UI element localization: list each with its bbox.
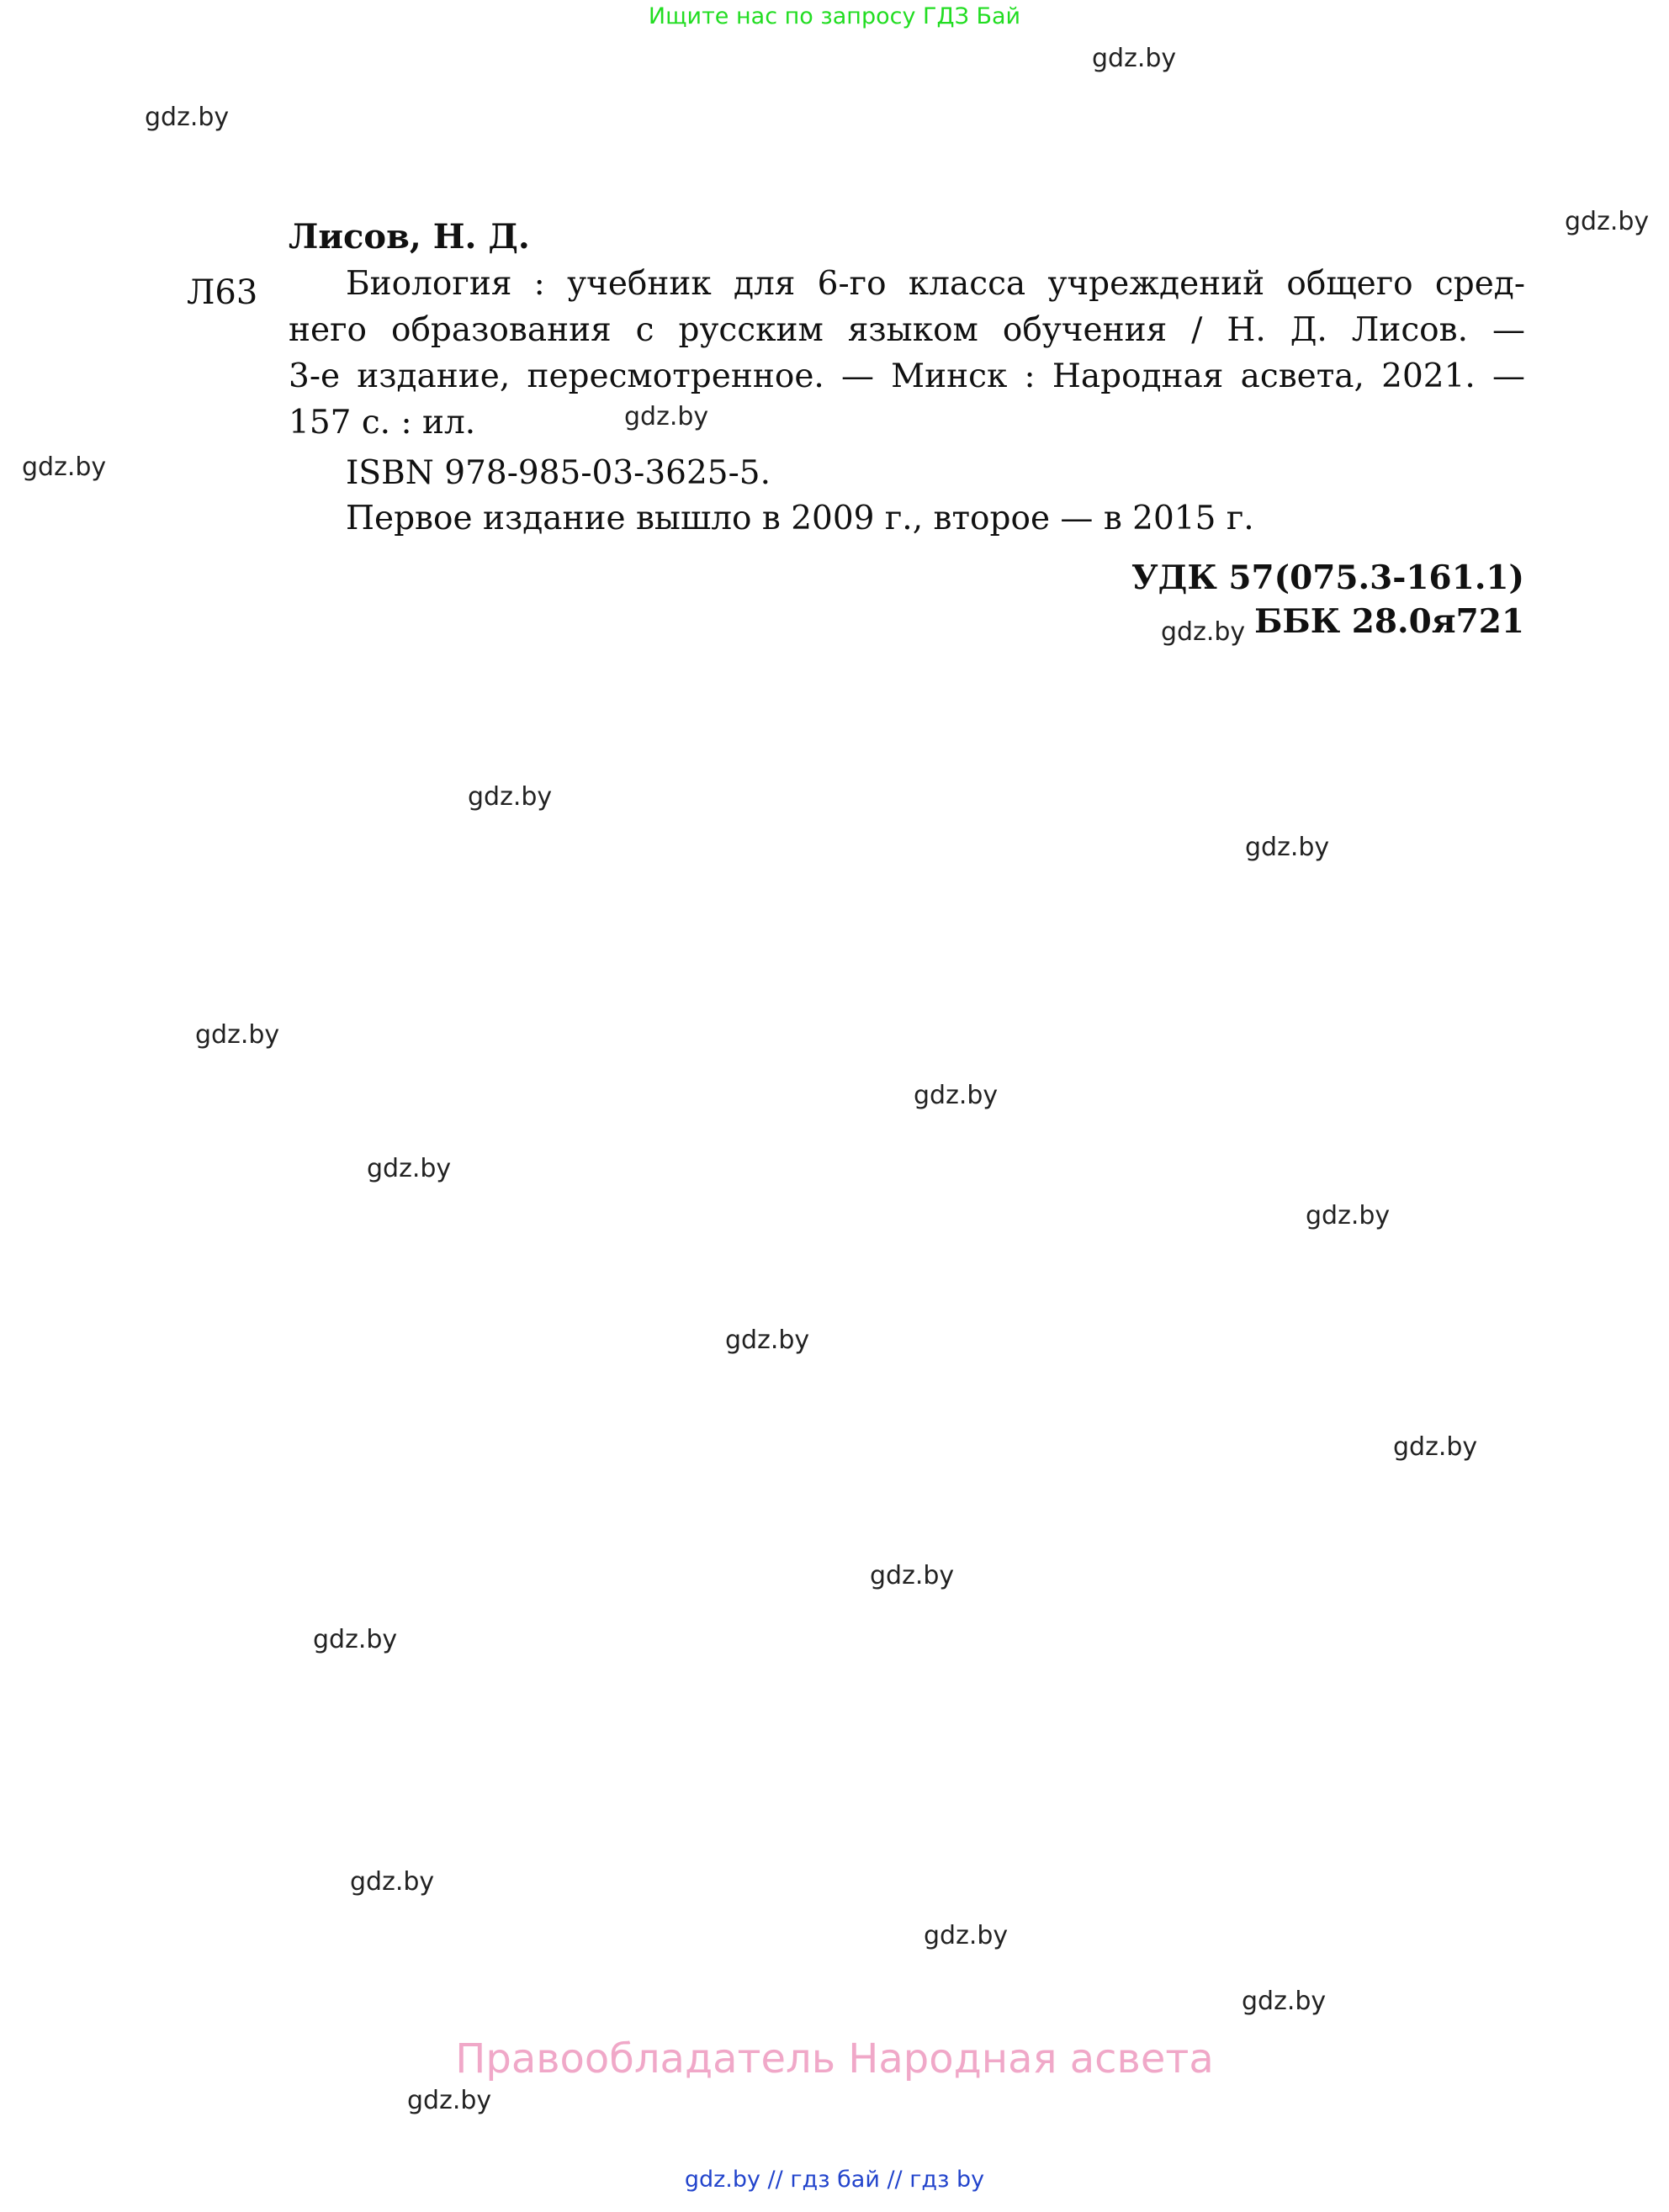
- watermark: gdz.by: [1242, 1987, 1327, 2016]
- watermark: gdz.by: [1393, 1432, 1478, 1462]
- watermark: gdz.by: [195, 1020, 280, 1050]
- watermark: gdz.by: [914, 1081, 999, 1110]
- description-line: 157 с. : ил.: [289, 404, 476, 442]
- watermark: gdz.by: [407, 2086, 492, 2115]
- rights-holder: Правообладатель Народная асвета: [455, 2035, 1214, 2082]
- watermark: gdz.by: [624, 402, 709, 431]
- watermark: gdz.by: [468, 782, 553, 812]
- watermark: gdz.by: [1565, 207, 1650, 236]
- watermark: gdz.by: [870, 1561, 955, 1590]
- footer-links: gdz.by // гдз бай // гдз by: [684, 2167, 985, 2193]
- watermark: gdz.by: [350, 1867, 435, 1897]
- watermark: gdz.by: [22, 452, 107, 482]
- description-line: него образования с русским языком обучения / Н. Д. Лисов. —: [289, 311, 1525, 349]
- watermark: gdz.by: [725, 1326, 810, 1355]
- description-line: 3-е издание, пересмотренное. — Минск : Народная асвета, 2021. —: [289, 357, 1525, 395]
- watermark: gdz.by: [924, 1921, 1009, 1950]
- watermark: gdz.by: [145, 103, 230, 132]
- watermark: gdz.by: [1306, 1201, 1391, 1230]
- watermark: gdz.by: [1092, 44, 1177, 73]
- watermark: gdz.by: [1161, 617, 1246, 647]
- watermark: gdz.by: [313, 1625, 398, 1654]
- watermark: gdz.by: [367, 1154, 452, 1183]
- bbk-code: ББК 28.0я721: [1254, 602, 1524, 641]
- author-name: Лисов, Н. Д.: [289, 217, 530, 257]
- top-banner: Ищите нас по запросу ГДЗ Бай: [648, 3, 1021, 29]
- watermark: gdz.by: [1245, 833, 1330, 862]
- udk-code: УДК 57(075.3-161.1): [1131, 558, 1524, 597]
- bibliographic-description: [289, 261, 1525, 446]
- edition-note: Первое издание вышло в 2009 г., второе — в 2015 г.: [346, 500, 1254, 537]
- isbn: ISBN 978-985-03-3625-5.: [346, 454, 771, 492]
- description-line: Биология : учебник для 6-го класса учреждений общего сред-: [346, 265, 1525, 303]
- author-code: Л63: [187, 273, 258, 312]
